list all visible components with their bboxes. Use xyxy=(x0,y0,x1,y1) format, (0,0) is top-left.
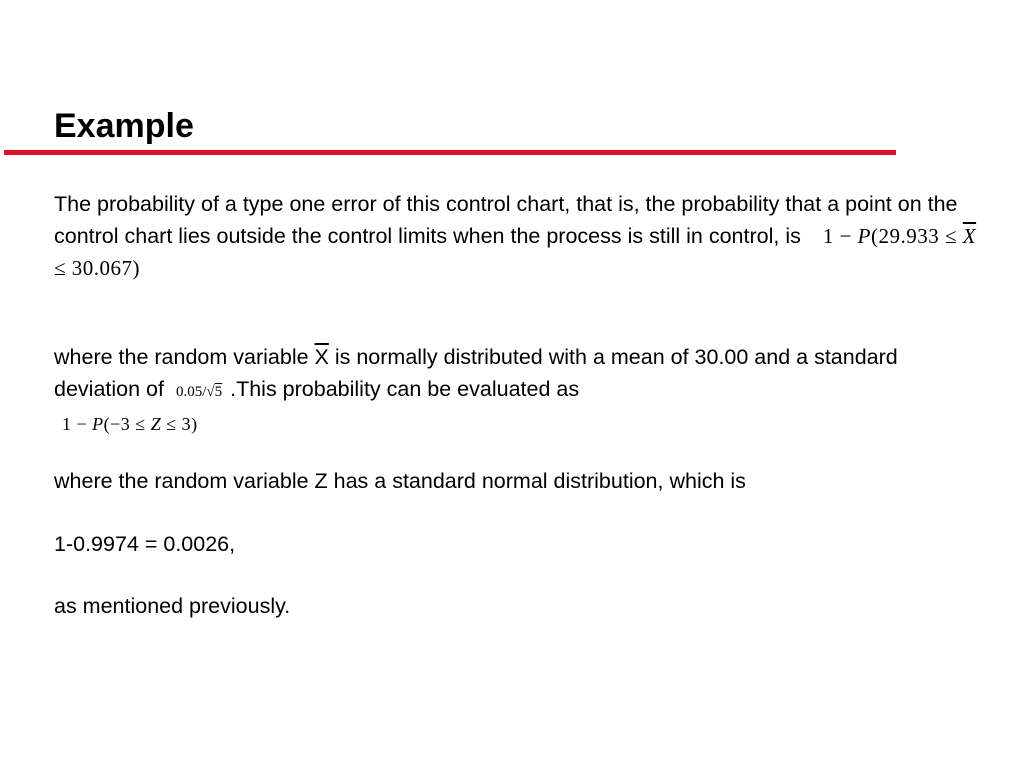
eq-term: P xyxy=(857,224,871,248)
eq-term: ≤ 3) xyxy=(161,414,198,434)
paragraph-result: 1-0.9974 = 0.0026, xyxy=(54,532,236,556)
xbar-symbol: $\overline{X}$ xyxy=(314,345,329,369)
eq-term: 0.05 xyxy=(175,384,203,400)
eq-xbar: $\overline{X}$ xyxy=(962,224,977,248)
paragraph-random-variable xyxy=(54,341,984,408)
eq-term: ≤ 30.067) xyxy=(54,256,141,280)
eq-term: 5 xyxy=(214,384,223,400)
slide-title: Example xyxy=(54,107,194,145)
equation-probability-z xyxy=(62,414,198,435)
eq-term: 1 − xyxy=(822,224,858,248)
sqrt-symbol: √ xyxy=(206,384,215,400)
eq-term: P xyxy=(92,414,104,434)
eq-term: (29.933 ≤ xyxy=(871,224,963,248)
title-underline xyxy=(4,150,896,155)
eq-term: (−3 ≤ xyxy=(103,414,151,434)
paragraph-text: is normally distributed with a mean of 30.00 and a standard deviation of xyxy=(54,345,898,401)
eq-term: Z xyxy=(150,414,162,434)
eq-term: 1 − xyxy=(62,414,93,434)
paragraph-text: .This probability can be evaluated as xyxy=(230,377,580,401)
equation-standard-deviation xyxy=(176,384,222,400)
paragraph-type-one-error xyxy=(54,188,984,284)
paragraph-text: The probability of a type one error of this control chart, that is, the probability that a point on the control chart lies outside the control limits when the process is still in control, is xyxy=(54,192,958,248)
paragraph-closing: as mentioned previously. xyxy=(54,594,291,618)
eq-term: / xyxy=(202,384,207,400)
paragraph-standard-normal: where the random variable Z has a standard normal distribution, which is xyxy=(54,469,746,493)
paragraph-text: where the random variable xyxy=(54,345,315,369)
